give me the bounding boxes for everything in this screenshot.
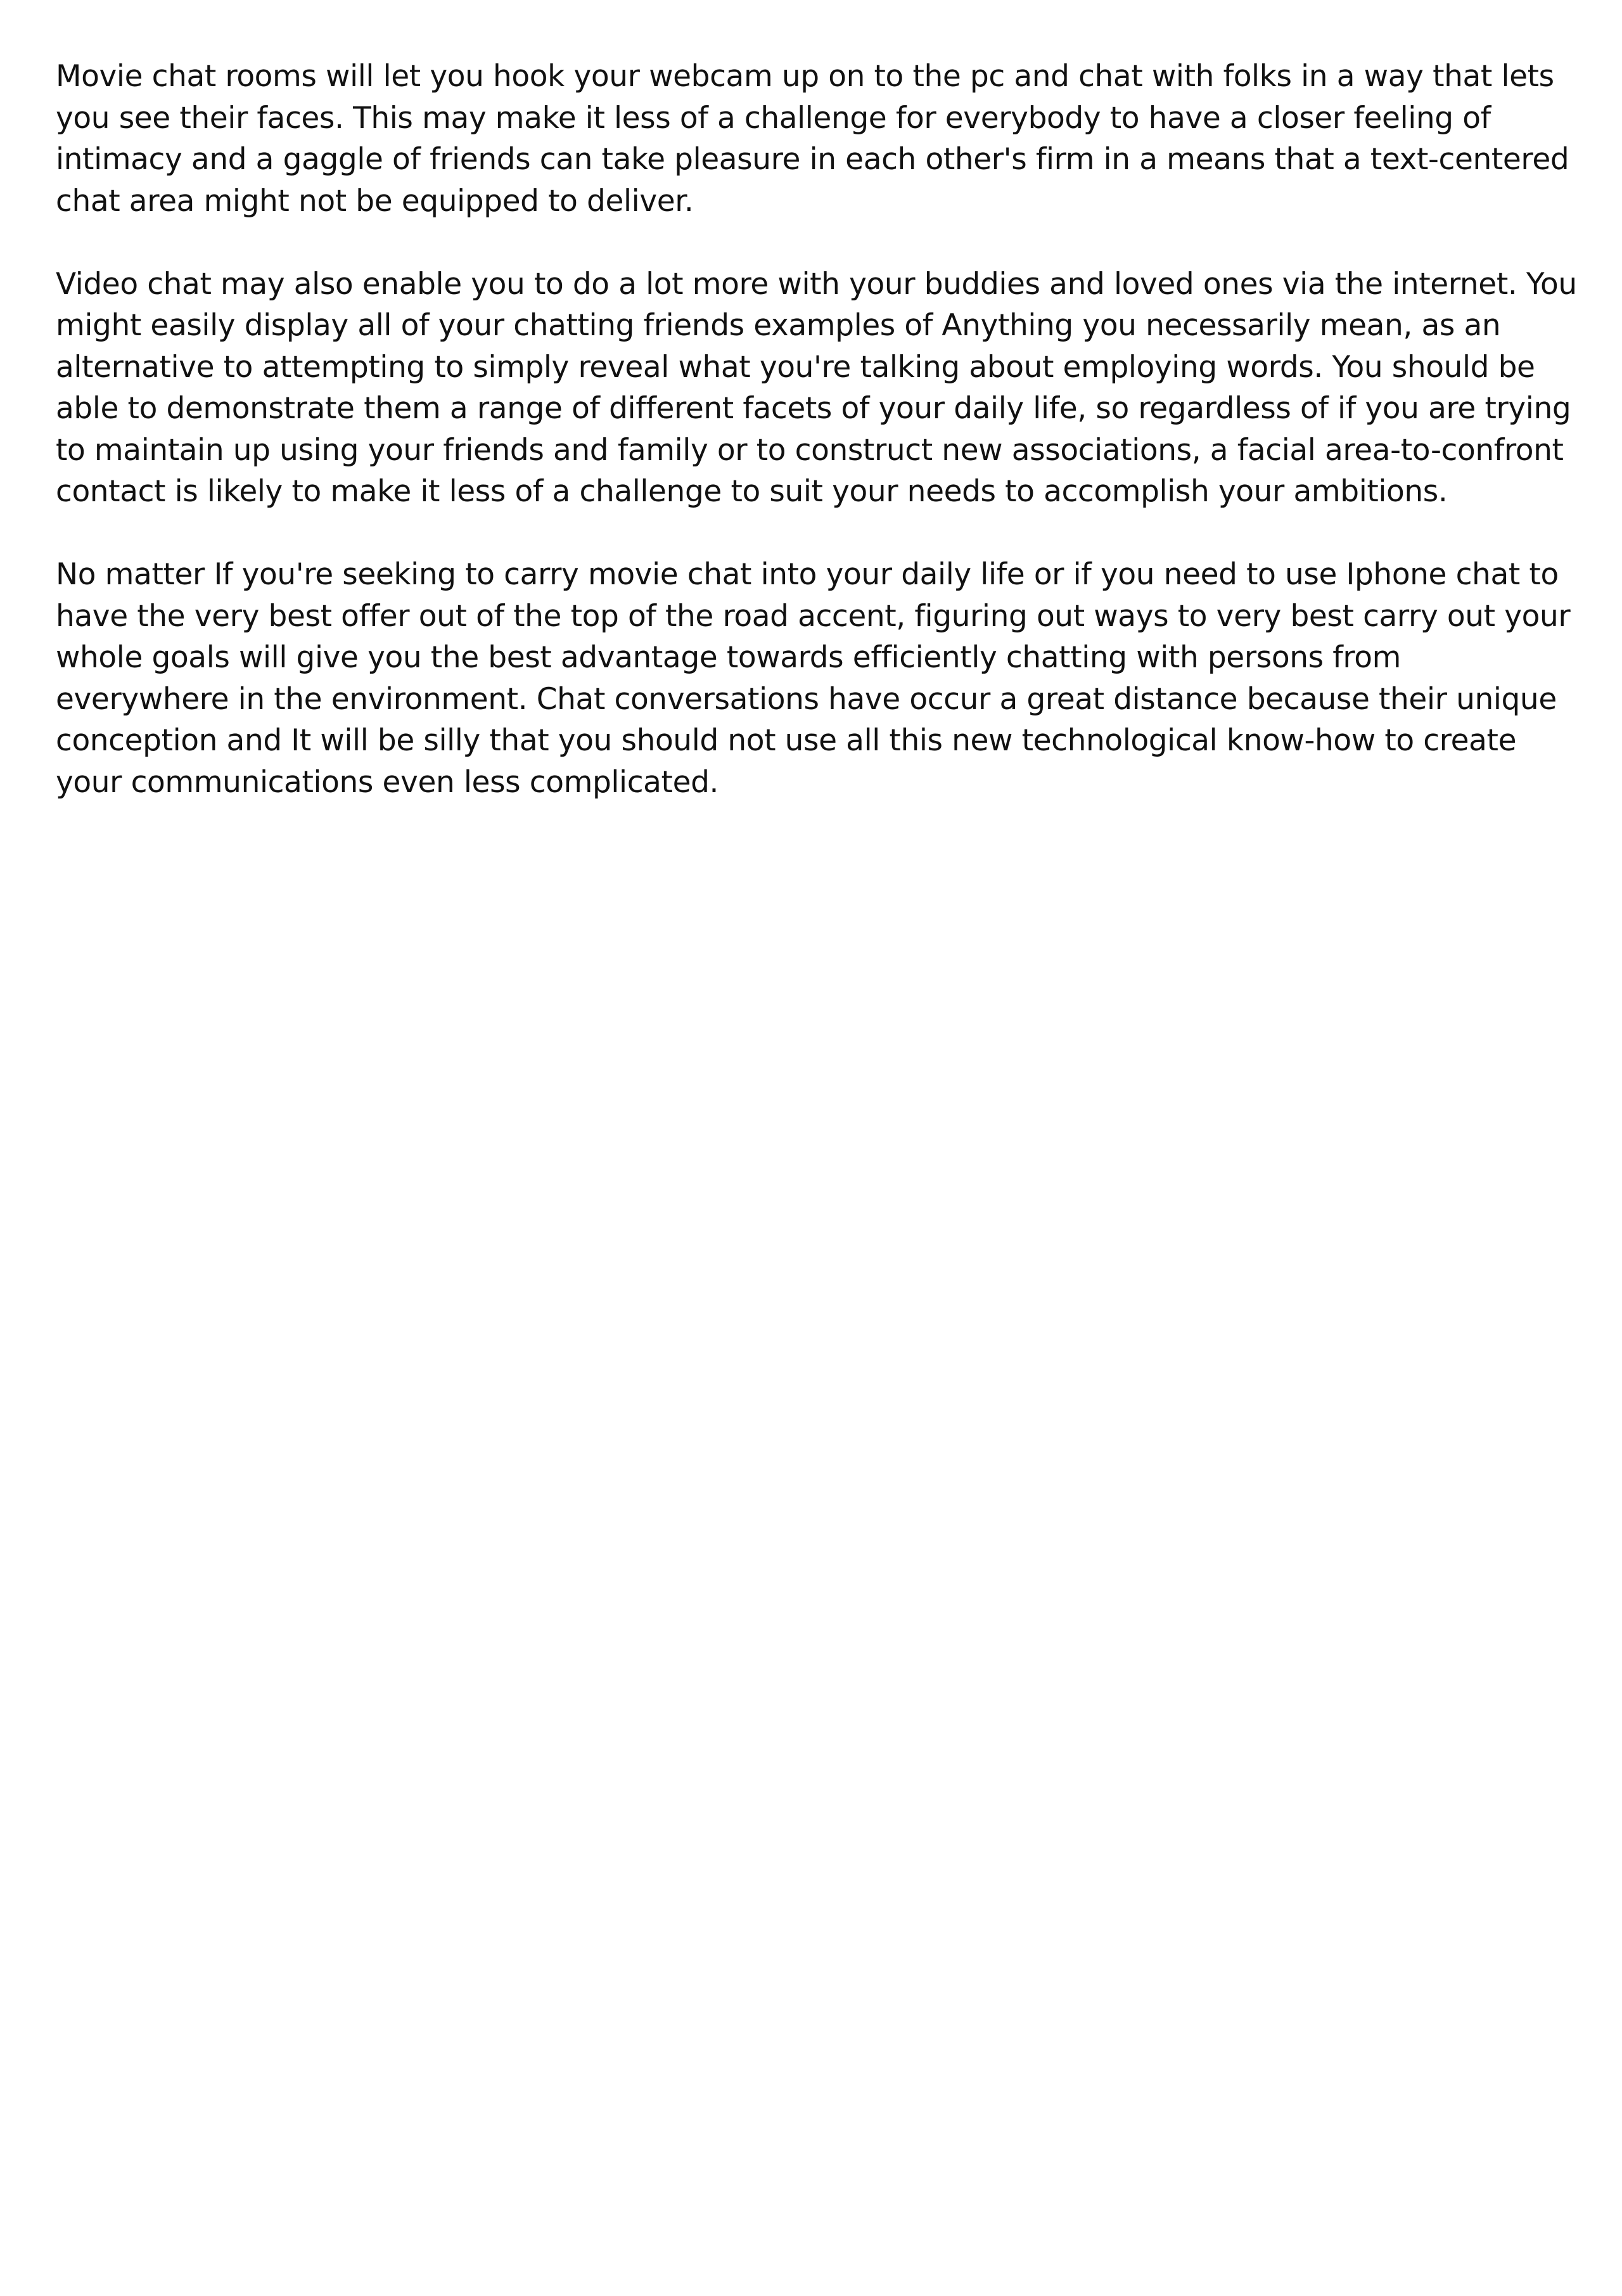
paragraph-video-chat-rooms: Movie chat rooms will let you hook your webcam up on to the pc and chat with folks in a way that lets you see their faces. This may make it less of a challenge for everybody to have a closer feeling of intimacy and a gaggle of friends can take pleasure in each other's firm in a means that a text-centered chat area might not be equipped to deliver. [56,59,1569,219]
paragraph-video-chat-benefits: Video chat may also enable you to do a lot more with your buddies and loved ones via the internet. You might easily display all of your chatting friends examples of Anything you necessarily mean, as an alternative to attempting to simply reveal what you're talking about employing words. You should be able to demonstrate them a range of different facets of your daily life, so regardless of if you are trying to maintain up using your friends and family or to construct new associations, a facial area-to-confront contact is likely to make it less of a challenge to suit your needs to accomplish your ambitions. [56,266,1577,509]
paragraph-chat-goals: No matter If you're seeking to carry movie chat into your daily life or if you need to use Iphone chat to have the very best offer out of the top of the road accent, figuring out ways to very best carry out your whole goals will give you the best advantage towards efficiently chatting with persons from everywhere in the environment. Chat conversations have occur a great distance because their unique conception and It will be silly that you should not use all this new technological know-how to create your communications even less complicated. [56,557,1571,800]
document-page [56,56,1583,845]
